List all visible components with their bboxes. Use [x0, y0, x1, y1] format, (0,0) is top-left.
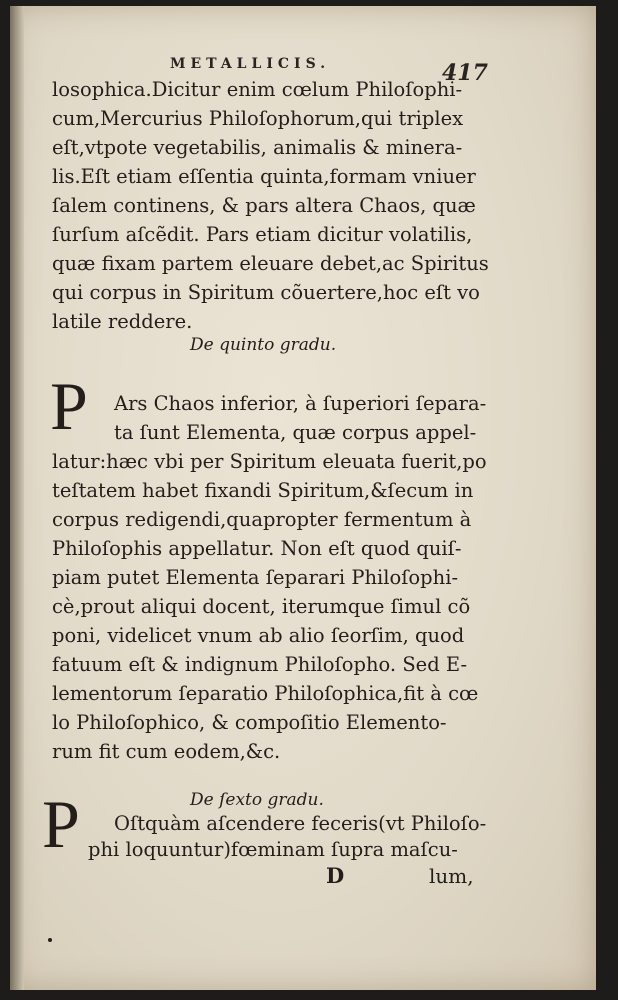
text-line: ſalem continens, & pars altera Chaos, quæ	[52, 194, 476, 217]
text-line: rum fit cum eodem,&c.	[52, 740, 281, 763]
drop-cap: P	[42, 786, 80, 862]
section-heading: De quinto gradu.	[190, 335, 337, 355]
text-line: ta ſunt Elementa, quæ corpus appel-	[114, 421, 477, 444]
text-line: lementorum ſeparatio Philoſophica,fit à cœ	[52, 682, 479, 705]
catchword: lum,	[429, 864, 474, 888]
text-line: phi loquuntur)fœminam ſupra maſcu-	[88, 838, 458, 861]
text-line: latur:hæc vbi per Spiritum eleuata fuerit,po	[52, 450, 487, 473]
page-spine-shadow	[10, 6, 24, 990]
text-line: eſt,vtpote vegetabilis, animalis & minera-	[52, 136, 463, 159]
section-heading: De ſexto gradu.	[190, 790, 324, 810]
running-title: METALLICIS.	[170, 56, 331, 72]
text-line: cè,prout aliqui docent, iterumque ſimul cõ	[52, 595, 471, 618]
text-line: latile reddere.	[52, 310, 193, 333]
text-line: teſtatem habet fixandi Spiritum,&ſecum in	[52, 479, 474, 502]
text-line: lo Philoſophico, & compoſitio Elemento-	[52, 711, 447, 734]
text-line: lis.Eſt etiam eſſentia quinta,formam vniuer	[52, 165, 476, 188]
text-line: cum,Mercurius Philoſophorum,qui triplex	[52, 107, 464, 130]
text-line: losophica.Dicitur enim cœlum Philoſophi-	[52, 78, 463, 101]
page-number: 417	[442, 60, 488, 86]
text-line: Ars Chaos inferior, à ſuperiori ſepara-	[114, 392, 487, 415]
text-line: Philoſophis appellatur. Non eſt quod quiſ-	[52, 537, 462, 560]
book-page	[10, 6, 596, 990]
drop-cap: P	[50, 368, 88, 444]
text-line: Oſtquàm aſcendere feceris(vt Philoſo-	[114, 812, 487, 835]
text-line: quæ fixam partem eleuare debet,ac Spiritus	[52, 252, 489, 275]
ink-speck	[48, 938, 52, 942]
text-line: corpus redigendi,quapropter fermentum à	[52, 508, 472, 531]
text-line: poni, videlicet vnum ab alio ſeorſim, quod	[52, 624, 465, 647]
text-line: fatuum eſt & indignum Philoſopho. Sed E-	[52, 653, 468, 676]
text-line: piam putet Elementa ſeparari Philoſophi-	[52, 566, 459, 589]
signature-mark: D	[326, 863, 345, 888]
text-line: qui corpus in Spiritum cõuertere,hoc eſt vo	[52, 281, 480, 304]
text-line: ſurſum aſcẽdit. Pars etiam dicitur volatilis,	[52, 223, 473, 246]
